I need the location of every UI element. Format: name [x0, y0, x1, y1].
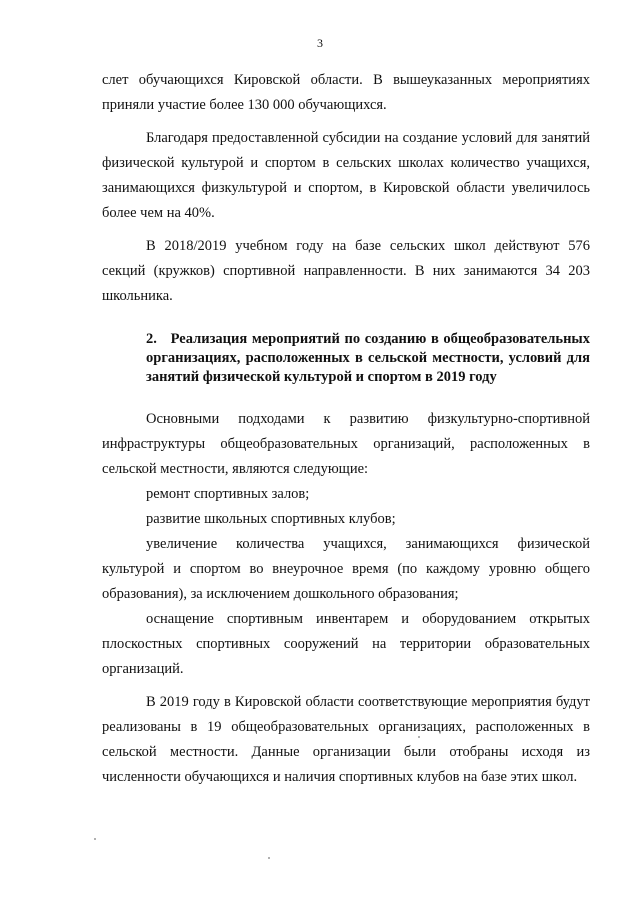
- list-item: оснащение спортивным инвентарем и оборудованием открытых плоскостных спортивных сооружений на территории образовательных организаций.: [102, 611, 590, 677]
- scan-speck: [94, 838, 96, 840]
- paragraph-continuation: слет обучающихся Кировской области. В вышеуказанных мероприятиях приняли участие более 130 000 обучающихся.: [102, 72, 590, 113]
- list-item: ремонт спортивных залов;: [146, 486, 310, 502]
- section-number: 2.: [146, 331, 157, 347]
- page-content: [102, 68, 590, 790]
- paragraph-intro: Основными подходами к развитию физкультурно-спортивной инфраструктуры общеобразовательных организаций, расположенных в сельской местности, являются следующие:: [102, 411, 590, 477]
- section-title: Реализация мероприятий по созданию в общеобразовательных организациях, расположенных в сельской местности, условий для занятий физической культурой и спортом в 2019 году: [146, 331, 590, 385]
- paragraph-subsidy: Благодаря предоставленной субсидии на создание условий для занятий физической культурой и спортом в сельских школах количество учащихся, занимающихся физкультурой и спортом, в Кировской области увеличилось более чем на 40%.: [102, 130, 590, 221]
- list-item: развитие школьных спортивных клубов;: [146, 511, 396, 527]
- scan-speck: [268, 857, 270, 859]
- paragraph-sections: В 2018/2019 учебном году на базе сельских школ действуют 576 секций (кружков) спортивной направленности. В них занимаются 34 203 школьника.: [102, 238, 590, 304]
- section-heading: [102, 330, 590, 387]
- scan-speck: [418, 736, 420, 738]
- approaches-list: [102, 482, 590, 682]
- paragraph-closing: В 2019 году в Кировской области соответствующие мероприятия будут реализованы в 19 общеобразовательных организациях, расположенных в сельской местности. Данные организации были отобраны исходя из численности обучающихся и наличия спортивных клубов на базе этих школ.: [102, 694, 590, 785]
- list-item: увеличение количества учащихся, занимающихся физической культурой и спортом во внеурочное время (по каждому уровню общего образования), за исключением дошкольного образования;: [102, 536, 590, 602]
- page-number: 3: [317, 36, 323, 50]
